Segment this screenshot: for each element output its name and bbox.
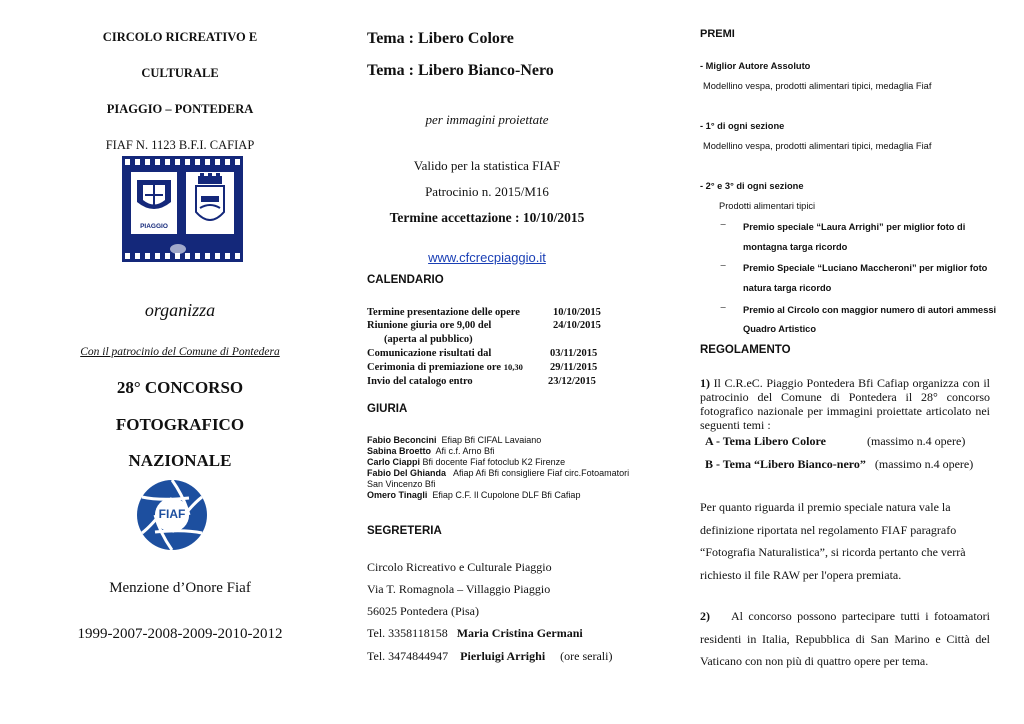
nature-note-4: richiesto il file RAW per l'opera premiata. [700,568,902,582]
special-prize-2-cont: natura targa ricordo [743,283,832,293]
jury-member: Carlo Ciappi Bfi docente Fiaf fotoclub K2 Firenze [367,457,566,467]
segreteria-name: Circolo Ricreativo e Culturale Piaggio [367,560,552,574]
dash-bullet: − [720,260,727,272]
premi-heading: PREMI [700,28,735,40]
jury-member: Fabio Del Ghianda Afiap Afi Bfi consigliere Fiaf circ.Fotoamatori [367,468,630,478]
jury-member-continued: San Vincenzo Bfi [367,479,436,489]
fiaf-logo-text: FIAF [158,507,186,521]
jury-member: Omero Tinagli Efiap C.F. Il Cupolone DLF Bfi Cafiap [367,490,581,500]
nature-note-3: “Fotografia Naturalistica”, si ricorda pertanto che verrà [700,545,966,559]
special-prize-1: Premio speciale “Laura Arrighi” per miglior foto di [743,222,966,232]
tema-a: A - Tema Libero Colore (massimo n.4 opere) [705,434,966,448]
special-prize-2: Premio Speciale “Luciano Maccheroni” per miglior foto [743,263,988,273]
rules-column [700,0,997,724]
prize-2-title: - 1° di ogni sezione [700,121,785,131]
rule-1: 1) Il C.R.eC. Piaggio Pontedera Bfi Cafiap organizza con il patrocinio del Comune di Pontedera il 28° concorso fotografico nazionale per immagini proiettate articolato nei seguenti temi : [700,376,991,432]
calendar-row: Riunione giuria ore 9,00 del 24/10/2015 [367,320,601,331]
calendar-row: Invio del catalogo entro 23/12/2015 [367,376,596,387]
prize-1-title: - Miglior Autore Assoluto [700,61,811,71]
prize-3-desc: Prodotti alimentari tipici [719,201,816,211]
nature-note-1: Per quanto riguarda il premio speciale natura vale la [700,500,951,514]
subtitle: per immagini proiettate [425,112,549,127]
menzione-text: Menzione d’Onore Fiaf [109,580,251,596]
contest-title-1: 28° CONCORSO [116,378,244,397]
rule-2: 2) Al concorso possono partecipare tutti i fotoamatori residenti in Italia, Repubblica di San Marino e Città del Vaticano con non più di quattro opere per tema. [700,609,990,668]
segreteria-city: 56025 Pontedera (Pisa) [367,604,479,618]
piaggio-logo [122,156,243,262]
nature-note-2: definizione riportata nel regolamento FIAF paragrafo [700,523,957,537]
org-line-1: CIRCOLO RICREATIVO E [102,30,258,44]
segreteria-phone-2: Tel. 3474844947 Pierluigi Arrighi (ore serali) [367,649,613,663]
crest-icon [186,172,234,234]
contest-title-3: NAZIONALE [128,451,232,470]
patrocinio-number: Patrocinio n. 2015/M16 [425,184,549,199]
piaggio-logo-text: PIAGGIO [140,223,168,230]
tema-bianconero: Tema : Libero Bianco-Nero [367,62,554,79]
info-column [367,0,672,724]
jury-member: Fabio Beconcini Efiap Bfi CIFAL Lavaiano [367,435,542,445]
giuria-heading: GIURIA [367,403,408,415]
pontedera-crest [186,172,234,234]
organizza-text: organizza [144,300,216,320]
calendar-row: Comunicazione risultati dal 03/11/2015 [367,348,598,359]
tema-b: B - Tema “Libero Bianco-nero” (massimo n.4 opere) [705,457,974,471]
fiaf-code: FIAF N. 1123 B.F.I. CAFIAP [105,138,255,152]
termine-accettazione: Termine accettazione : 10/10/2015 [389,210,585,225]
prize-3-title: - 2° e 3° di ogni sezione [700,181,804,191]
dash-bullet: − [720,219,727,231]
calendar-row: (aperta al pubblico) [384,334,473,345]
contest-title-2: FOTOGRAFICO [115,415,245,434]
patrocinio-link[interactable]: Con il patrocinio del Comune di Pontedera [80,346,280,358]
tema-colore: Tema : Libero Colore [367,30,514,47]
special-prize-1-cont: montagna targa ricordo [743,242,848,252]
calendar-row: Cerimonia di premiazione ore 10,30 29/11/2015 [367,362,598,373]
menzione-years: 1999-2007-2008-2009-2010-2012 [77,626,283,642]
prize-1-desc: Modellino vespa, prodotti alimentari tipici, medaglia Fiaf [703,81,932,91]
website-link[interactable]: www.cfcrecpiaggio.it [428,250,546,265]
fiaf-logo [134,477,210,553]
prize-2-desc: Modellino vespa, prodotti alimentari tipici, medaglia Fiaf [703,141,932,151]
piaggio-emblem-icon [131,172,177,218]
cover-column [40,0,320,724]
piaggio-badge [131,172,177,234]
calendar-row: Termine presentazione delle opere 10/10/2015 [367,307,601,318]
valido-text: Valido per la statistica FIAF [413,158,561,173]
segreteria-phone-1: Tel. 3358118158 Maria Cristina Germani [367,626,583,640]
dash-bullet: − [720,302,727,314]
org-line-2: CULTURALE [141,66,219,80]
regolamento-heading: REGOLAMENTO [700,344,791,356]
segreteria-heading: SEGRETERIA [367,525,442,537]
jury-member: Sabina Broetto Afi c.f. Arno Bfi [367,446,495,456]
org-line-3: PIAGGIO – PONTEDERA [106,102,254,116]
calendario-heading: CALENDARIO [367,274,444,286]
segreteria-address: Via T. Romagnola – Villaggio Piaggio [367,582,551,596]
special-prize-3-cont: Quadro Artistico [743,324,817,334]
special-prize-3: Premio al Circolo con maggior numero di autori ammessi [743,305,997,315]
